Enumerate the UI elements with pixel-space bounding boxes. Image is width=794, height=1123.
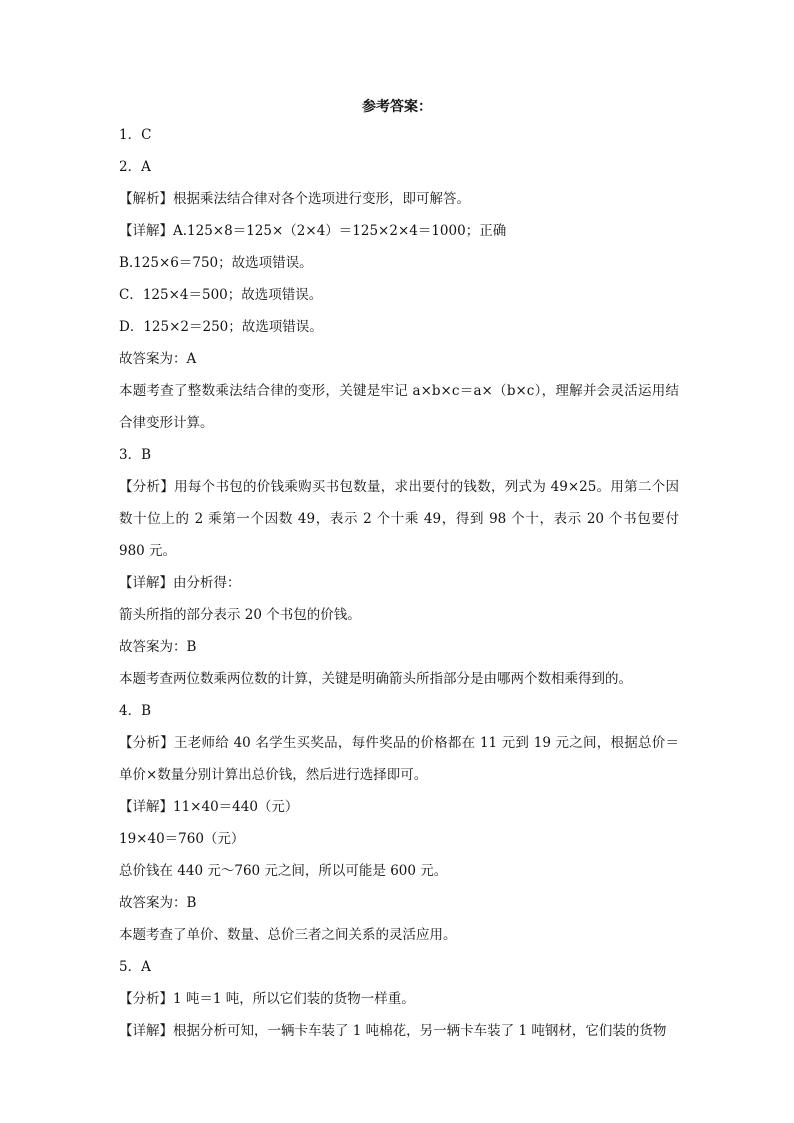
analysis-paragraph: 【分析】用每个书包的价钱乘购买书包数量，求出要付的钱数，列式为 49×25。用第二个因数十位上的 2 乘第一个因数 49，表示 2 个十乘 49，得到 98 个十，表示 20 个书包要付 980 元。	[119, 479, 679, 559]
conclusion-line: 总价钱在 440 元～760 元之间，所以可能是 600 元。	[119, 863, 448, 879]
summary-line: 本题考查了单价、数量、总价三者之间关系的灵活应用。	[119, 927, 457, 943]
answer-line: 故答案为：B	[119, 639, 197, 655]
answer-2: 2．A	[119, 159, 151, 175]
answer-content	[119, 119, 679, 1047]
detail-line: 【详解】11×40＝440（元）	[119, 799, 299, 815]
analysis-paragraph: 【分析】王老师给 40 名学生买奖品，每件奖品的价格都在 11 元到 19 元之间，根据总价＝单价×数量分别计算出总价钱，然后进行选择即可。	[119, 735, 679, 783]
detail-line: 【详解】由分析得：	[119, 575, 241, 591]
option-d-line: D．125×2＝250；故选项错误。	[119, 319, 323, 335]
answer-line: 故答案为：B	[119, 895, 197, 911]
detail-line: 【详解】A.125×8＝125×（2×4）＝125×2×4＝1000；正确	[119, 223, 507, 239]
analysis-line: 【解析】根据乘法结合律对各个选项进行变形，即可解答。	[119, 191, 470, 207]
summary-paragraph: 本题考查了整数乘法结合律的变形，关键是牢记 a×b×c＝a×（b×c），理解并会灵活运用结合律变形计算。	[119, 383, 679, 431]
answer-5: 5．A	[119, 959, 151, 975]
summary-line: 本题考查两位数乘两位数的计算，关键是明确箭头所指部分是由哪两个数相乘得到的。	[119, 671, 632, 687]
analysis-line: 【分析】1 吨＝1 吨，所以它们装的货物一样重。	[119, 991, 415, 1007]
option-c-line: C．125×4＝500；故选项错误。	[119, 287, 323, 303]
page-title: 参考答案：	[362, 99, 432, 115]
detail-line: 【详解】根据分析可知，一辆卡车装了 1 吨棉花，另一辆卡车装了 1 吨钢材，它们装的货物	[119, 1023, 667, 1039]
answer-1: 1．C	[119, 127, 152, 143]
calculation-line: 19×40＝760（元）	[119, 831, 245, 847]
answer-line: 故答案为：A	[119, 351, 197, 367]
answer-3: 3．B	[119, 447, 152, 463]
answer-4: 4．B	[119, 703, 152, 719]
option-b-line: B.125×6＝750；故选项错误。	[119, 255, 313, 271]
explanation-line: 箭头所指的部分表示 20 个书包的价钱。	[119, 607, 361, 623]
